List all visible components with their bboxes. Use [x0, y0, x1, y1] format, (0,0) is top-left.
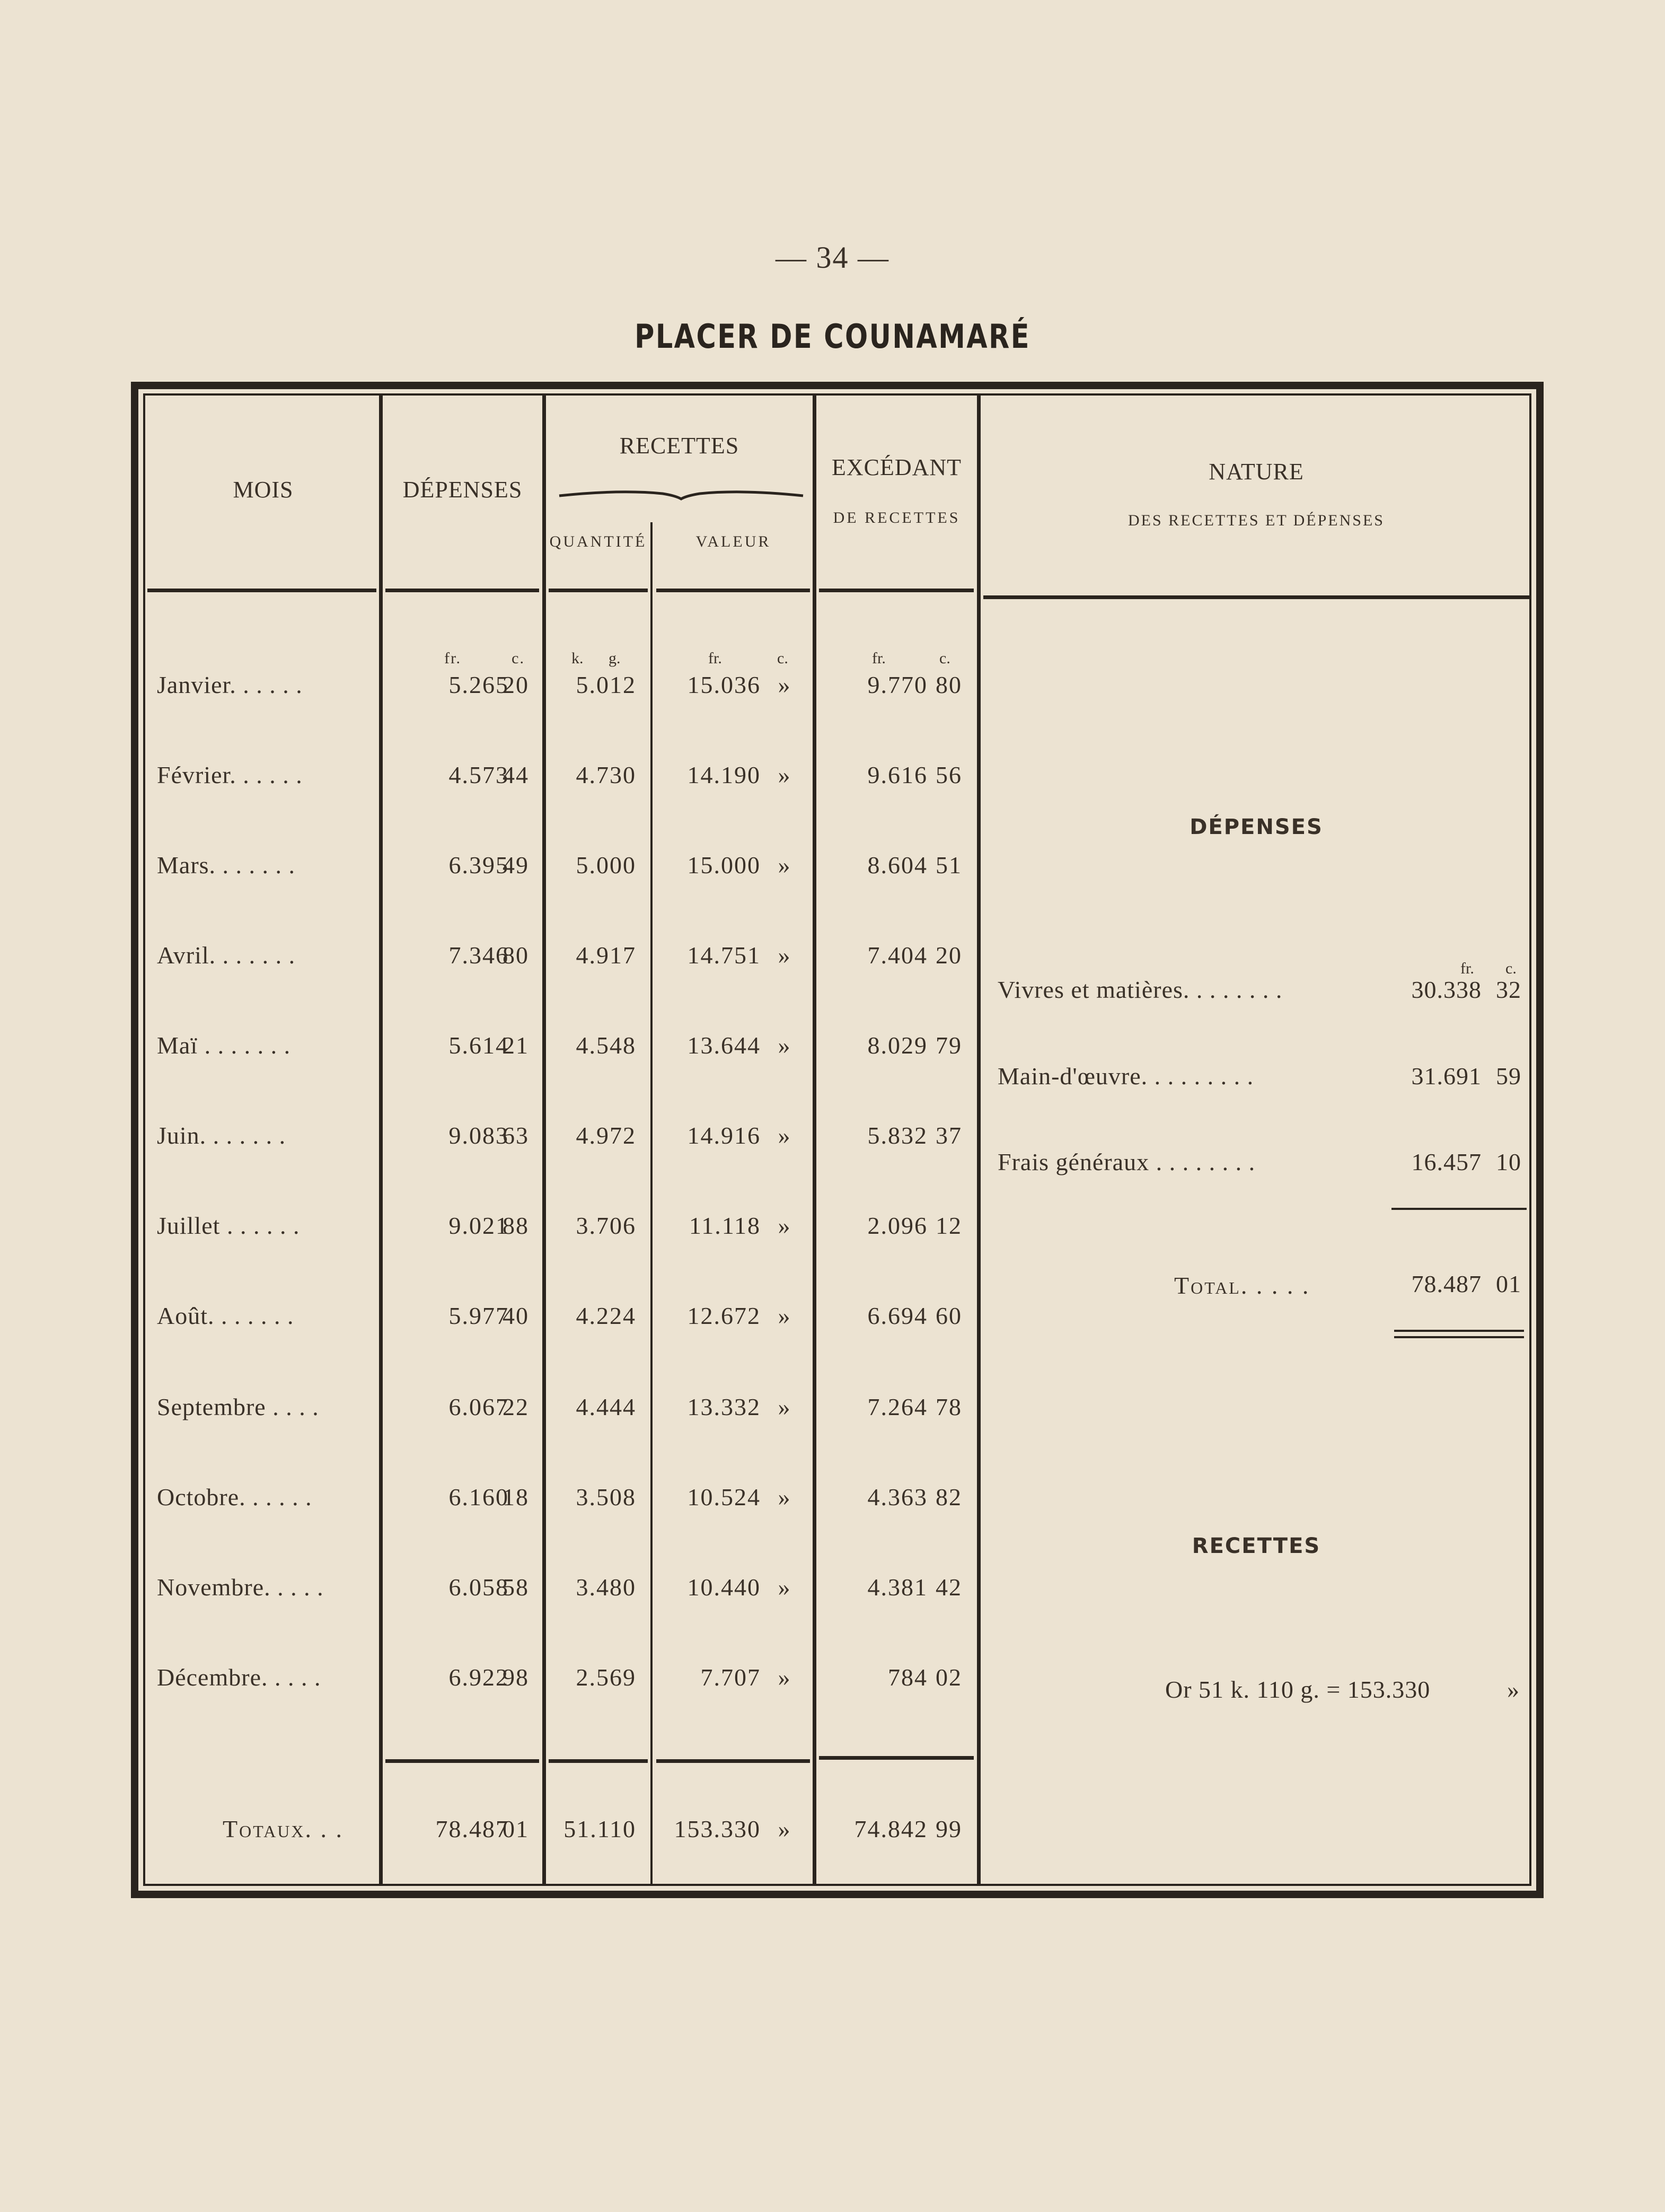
expense-label: Main-d'œuvre. . . . . . . . . [998, 1063, 1254, 1090]
recettes-mark: » [1507, 1676, 1520, 1703]
excedant-c: 60 [936, 1302, 962, 1329]
valeur-c: » [778, 1302, 790, 1329]
excedant-c: 12 [936, 1212, 962, 1239]
excedant-c: 37 [936, 1122, 962, 1149]
month-label: Avril. . . . . . . [157, 942, 296, 969]
month-label: Septembre . . . . [157, 1393, 319, 1420]
total-fr: 78.487 [1411, 1270, 1482, 1297]
depenses-heading: DÉPENSES [1190, 815, 1323, 839]
valeur-fr: 14.916 [687, 1122, 761, 1149]
excedant-fr: 8.604 [867, 852, 928, 879]
excedant-c: 79 [936, 1032, 962, 1059]
valeur-fr: 14.751 [687, 942, 761, 969]
quantite: 3.508 [576, 1484, 636, 1511]
depenses-c: 98 [503, 1664, 529, 1691]
unit-label: fr. [872, 649, 886, 667]
header-rule [549, 589, 648, 592]
valeur-c: » [778, 671, 790, 698]
expense-c: 59 [1496, 1063, 1521, 1090]
page-title: PLACER DE COUNAMARÉ [635, 317, 1030, 356]
excedant-fr: 9.616 [867, 761, 928, 788]
quantite: 4.917 [576, 942, 636, 969]
depenses-c: 40 [503, 1302, 529, 1329]
depenses-c: 58 [503, 1574, 529, 1601]
valeur-fr: 15.000 [687, 852, 761, 879]
month-label: Mars. . . . . . . [157, 852, 296, 879]
table-row [0, 1573, 1665, 1616]
recettes-brace-icon [557, 480, 806, 501]
header-rule [385, 589, 539, 592]
valeur-fr: 15.036 [687, 671, 761, 698]
total-double-rule [1394, 1336, 1524, 1338]
valeur-fr: 14.190 [687, 761, 761, 788]
table-row [0, 1483, 1665, 1525]
valeur-c: » [778, 942, 790, 969]
total-excedant-c: 99 [936, 1815, 962, 1842]
valeur-fr: 13.644 [687, 1032, 761, 1059]
quantite: 4.972 [576, 1122, 636, 1149]
unit-label: k. [571, 649, 584, 667]
valeur-c: » [778, 1393, 790, 1420]
valeur-fr: 7.707 [700, 1664, 761, 1691]
expense-c: 32 [1496, 976, 1521, 1003]
excedant-fr: 2.096 [867, 1212, 928, 1239]
valeur-fr: 12.672 [687, 1302, 761, 1329]
depenses-c: 88 [503, 1212, 529, 1239]
excedant-fr: 784 [888, 1664, 928, 1691]
depenses-c: 49 [503, 852, 529, 879]
expense-fr: 30.338 [1411, 976, 1482, 1003]
depenses-c: 22 [503, 1393, 529, 1420]
excedant-c: 42 [936, 1574, 962, 1601]
header-nature: NATURE [1209, 459, 1304, 485]
expense-c: 10 [1496, 1148, 1521, 1175]
unit-label: c. [777, 649, 788, 667]
totals-rule [385, 1759, 539, 1763]
depenses-c: 20 [503, 671, 529, 698]
depenses-fr: 9.083 [448, 1122, 509, 1149]
total-depenses-c: 01 [503, 1815, 529, 1842]
valeur-fr: 10.524 [687, 1484, 761, 1511]
unit-label: c. [1505, 960, 1517, 977]
quantite: 4.730 [576, 761, 636, 788]
total-excedant-fr: 74.842 [854, 1815, 928, 1842]
table-row [0, 671, 1665, 713]
excedant-fr: 7.264 [867, 1393, 928, 1420]
header-valeur: VALEUR [695, 533, 771, 550]
expense-fr: 31.691 [1411, 1063, 1482, 1090]
excedant-fr: 9.770 [867, 671, 928, 698]
month-label: Maï . . . . . . . [157, 1032, 291, 1059]
unit-label: fr. [708, 649, 722, 667]
depenses-fr: 7.346 [448, 942, 509, 969]
header-mois: MOIS [233, 477, 294, 503]
unit-label: fr. [1460, 960, 1474, 977]
excedant-c: 56 [936, 761, 962, 788]
header-rule [147, 589, 376, 592]
excedant-c: 78 [936, 1393, 962, 1420]
month-label: Février. . . . . . [157, 761, 303, 788]
unit-label: g. [609, 649, 621, 667]
depenses-c: 18 [503, 1484, 529, 1511]
header-recettes: RECETTES [619, 433, 739, 459]
total-label: Total. . . . . [1174, 1272, 1310, 1299]
excedant-c: 51 [936, 852, 962, 879]
table-row [0, 1393, 1665, 1435]
quantite: 3.706 [576, 1212, 636, 1239]
unit-label: c. [512, 649, 525, 667]
depenses-fr: 6.160 [448, 1484, 509, 1511]
totals-row [0, 1815, 1665, 1857]
header-nature-sub: DES RECETTES ET DÉPENSES [1128, 512, 1385, 529]
depenses-fr: 6.395 [448, 852, 509, 879]
valeur-c: » [778, 1122, 790, 1149]
depenses-fr: 5.614 [448, 1032, 509, 1059]
total-depenses-fr: 78.487 [435, 1815, 509, 1842]
header-quantite: QUANTITÉ [549, 533, 647, 550]
depenses-fr: 6.067 [448, 1393, 509, 1420]
valeur-c: » [778, 852, 790, 879]
excedant-c: 80 [936, 671, 962, 698]
month-label: Août. . . . . . . [157, 1302, 294, 1329]
header-rule [983, 595, 1530, 599]
recettes-heading: RECETTES [1192, 1534, 1321, 1558]
quantite: 4.224 [576, 1302, 636, 1329]
subtotal-rule [1391, 1208, 1527, 1210]
depenses-c: 63 [503, 1122, 529, 1149]
excedant-fr: 5.832 [867, 1122, 928, 1149]
total-quantite: 51.110 [563, 1815, 636, 1842]
depenses-c: 21 [503, 1032, 529, 1059]
depenses-fr: 4.573 [448, 761, 509, 788]
excedant-fr: 4.381 [867, 1574, 928, 1601]
valeur-c: » [778, 1484, 790, 1511]
header-depenses: DÉPENSES [402, 477, 523, 503]
excedant-fr: 4.363 [867, 1484, 928, 1511]
quantite: 3.480 [576, 1574, 636, 1601]
excedant-c: 20 [936, 942, 962, 969]
page-number: — 34 — [776, 240, 889, 275]
totals-label: Totaux. . . [223, 1815, 344, 1842]
excedant-fr: 6.694 [867, 1302, 928, 1329]
expense-label: Frais généraux . . . . . . . . [998, 1148, 1256, 1175]
quantite: 4.548 [576, 1032, 636, 1059]
depenses-c: 44 [503, 761, 529, 788]
month-label: Décembre. . . . . [157, 1664, 321, 1691]
header-excedant: EXCÉDANT [831, 454, 962, 480]
valeur-c: » [778, 1032, 790, 1059]
quantite: 2.569 [576, 1664, 636, 1691]
recettes-line: Or 51 k. 110 g. = 153.330 [1165, 1676, 1431, 1703]
excedant-fr: 7.404 [867, 942, 928, 969]
total-double-rule [1394, 1330, 1524, 1332]
expense-label: Vivres et matières. . . . . . . . [998, 976, 1283, 1003]
depenses-fr: 5.265 [448, 671, 509, 698]
quantite: 5.000 [576, 852, 636, 879]
valeur-c: » [778, 1664, 790, 1691]
total-valeur-c: » [778, 1815, 790, 1842]
valeur-c: » [778, 1574, 790, 1601]
unit-label: c. [939, 649, 950, 667]
month-label: Juin. . . . . . . [157, 1122, 286, 1149]
table-row [0, 761, 1665, 803]
month-label: Novembre. . . . . [157, 1574, 324, 1601]
month-label: Janvier. . . . . . [157, 671, 303, 698]
month-label: Juillet . . . . . . [157, 1212, 300, 1239]
expense-fr: 16.457 [1411, 1148, 1482, 1175]
valeur-fr: 13.332 [687, 1393, 761, 1420]
excedant-c: 02 [936, 1664, 962, 1691]
depenses-c: 80 [503, 942, 529, 969]
header-rule [656, 589, 810, 592]
depenses-fr: 6.922 [448, 1664, 509, 1691]
header-excedant-sub: DE RECETTES [833, 509, 961, 526]
quantite: 5.012 [576, 671, 636, 698]
totals-rule [656, 1759, 810, 1763]
header-rule [819, 589, 974, 592]
total-valeur-fr: 153.330 [674, 1815, 761, 1842]
valeur-fr: 10.440 [687, 1574, 761, 1601]
quantite: 4.444 [576, 1393, 636, 1420]
month-label: Octobre. . . . . . [157, 1484, 312, 1511]
unit-label: fr. [444, 649, 461, 667]
valeur-c: » [778, 1212, 790, 1239]
depenses-fr: 6.058 [448, 1574, 509, 1601]
table-row [0, 851, 1665, 893]
valeur-c: » [778, 761, 790, 788]
valeur-fr: 11.118 [689, 1212, 761, 1239]
total-c: 01 [1496, 1270, 1521, 1297]
excedant-c: 82 [936, 1484, 962, 1511]
excedant-fr: 8.029 [867, 1032, 928, 1059]
depenses-fr: 9.021 [448, 1212, 509, 1239]
table-row [0, 1212, 1665, 1254]
totals-rule [819, 1756, 974, 1760]
totals-rule [549, 1759, 648, 1763]
depenses-fr: 5.977 [448, 1302, 509, 1329]
